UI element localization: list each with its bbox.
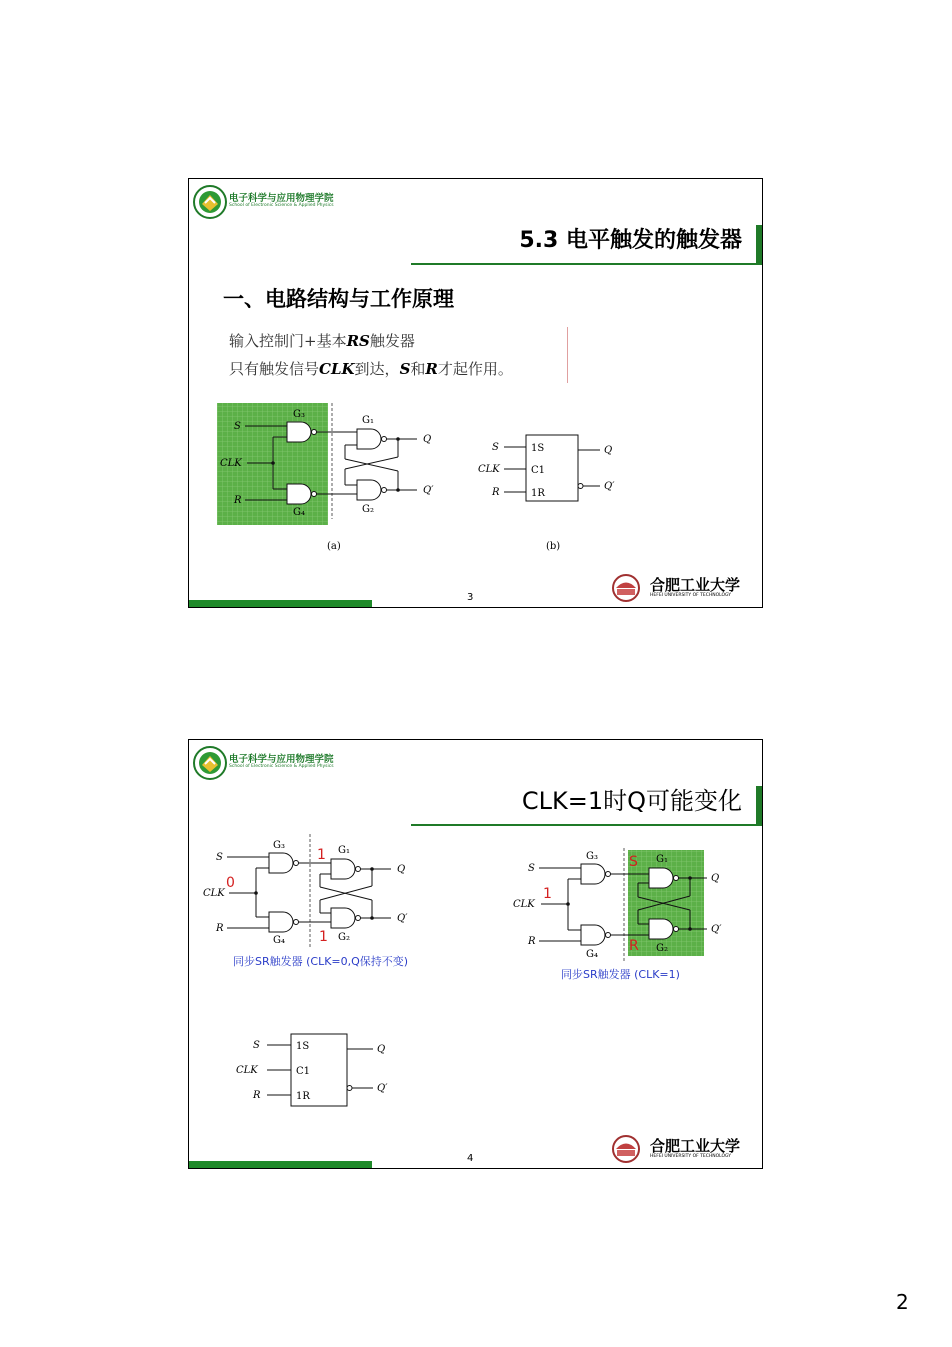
footer-bar (189, 600, 372, 607)
label-g1: G₁ (656, 854, 668, 865)
circuit-symbol (233, 1030, 403, 1110)
page-number: 4 (467, 1153, 474, 1164)
label-s: S (528, 863, 535, 874)
university-name-cn: 合肥工业大学 (650, 1137, 741, 1155)
footer-bar (189, 1161, 372, 1168)
university-logo (608, 573, 758, 603)
slide-3 (188, 178, 763, 608)
box-label-1s: 1S (531, 443, 545, 454)
label-q: Q (397, 864, 406, 875)
label-g2: G₂ (362, 504, 374, 515)
school-name-en: School of Electronic Science & Applied Physics (229, 203, 334, 208)
school-name-cn: 电子科学与应用物理学院 (229, 193, 334, 204)
box-label-1r: 1R (296, 1091, 310, 1102)
slide-title: CLK=1时Q可能变化 (521, 787, 742, 815)
label-clk: CLK (236, 1065, 258, 1076)
label-s: S (216, 852, 223, 863)
green-highlight (628, 850, 704, 956)
box-label-c1: C1 (296, 1066, 311, 1077)
school-logo-icon (193, 746, 227, 780)
title-area (411, 776, 762, 826)
label-r: R (216, 923, 224, 934)
outer-page-number: 2 (896, 1290, 909, 1314)
university-logo (608, 1134, 758, 1164)
title-accent-bar (756, 786, 762, 826)
label-clk: CLK (513, 899, 535, 910)
slide-4 (188, 739, 763, 1169)
clk-value-label: 0 (226, 875, 235, 891)
label-q-bar: Q′ (377, 1083, 388, 1094)
g1-input-value-label: 1 (317, 847, 326, 863)
university-name-cn: 合肥工业大学 (650, 576, 741, 594)
body-line-1: 输入控制门+基本RS触发器 (229, 332, 415, 350)
label-q: Q (423, 434, 432, 445)
label-g3: G₃ (273, 840, 285, 851)
university-seal-icon (608, 573, 644, 603)
label-g3: G₃ (293, 409, 305, 420)
label-g1: G₁ (362, 415, 374, 426)
section-heading: 一、电路结构与工作原理 (223, 287, 454, 311)
label-s: S (234, 421, 241, 432)
title-underline (411, 263, 762, 265)
label-s: S (253, 1040, 260, 1051)
body-line-2: 只有触发信号CLK到达，S和R才起作用。 (229, 360, 513, 378)
label-clk: CLK (478, 464, 500, 475)
label-r: R (492, 487, 500, 498)
title-underline (411, 824, 762, 826)
label-g1: G₁ (338, 845, 350, 856)
caption-a: (a) (327, 541, 341, 551)
label-q-bar: Q′ (604, 481, 615, 492)
box-label-1r: 1R (531, 488, 545, 499)
circuit-symbol-b (474, 427, 624, 553)
box-label-c1: C1 (531, 465, 546, 476)
s-red-label: S (629, 854, 638, 870)
divider-line (567, 327, 568, 383)
label-g3: G₃ (586, 851, 598, 862)
label-q-bar: Q′ (397, 913, 408, 924)
circuit-diagram-right (511, 846, 735, 964)
school-logo-icon (193, 185, 227, 219)
caption-left: 同步SR触发器 (CLK=0,Q保持不变) (233, 955, 409, 968)
r-red-label: R (629, 938, 639, 954)
school-name-cn: 电子科学与应用物理学院 (229, 754, 334, 765)
label-g2: G₂ (338, 932, 350, 943)
clk-value-label: 1 (543, 886, 552, 902)
label-g4: G₄ (273, 935, 285, 946)
circuit-diagram-left (201, 832, 421, 950)
slide-title: 5.3 电平触发的触发器 (519, 228, 742, 253)
label-q: Q (377, 1044, 386, 1055)
university-name-en: HEFEI UNIVERSITY OF TECHNOLOGY (650, 1154, 732, 1159)
label-g4: G₄ (586, 949, 598, 960)
label-q-bar: Q′ (423, 485, 434, 496)
university-seal-icon (608, 1134, 644, 1164)
circuit-diagram-a (217, 401, 457, 551)
label-g2: G₂ (656, 943, 668, 954)
label-q-bar: Q′ (711, 924, 722, 935)
title-accent-bar (756, 225, 762, 265)
label-clk: CLK (203, 888, 225, 899)
label-g4: G₄ (293, 507, 305, 518)
university-name-en: HEFEI UNIVERSITY OF TECHNOLOGY (650, 593, 732, 598)
caption-right: 同步SR触发器 (CLK=1) (561, 968, 680, 981)
label-q: Q (711, 873, 720, 884)
label-q: Q (604, 445, 613, 456)
page-number: 3 (467, 592, 474, 603)
caption-b: (b) (546, 541, 561, 552)
label-s: S (492, 442, 499, 453)
label-clk: CLK (220, 458, 242, 469)
label-r: R (253, 1090, 261, 1101)
label-r: R (528, 936, 536, 947)
school-name-en: School of Electronic Science & Applied Physics (229, 764, 334, 769)
title-area (411, 215, 762, 265)
box-label-1s: 1S (296, 1041, 310, 1052)
g2-input-value-label: 1 (319, 929, 328, 945)
label-r: R (234, 495, 242, 506)
